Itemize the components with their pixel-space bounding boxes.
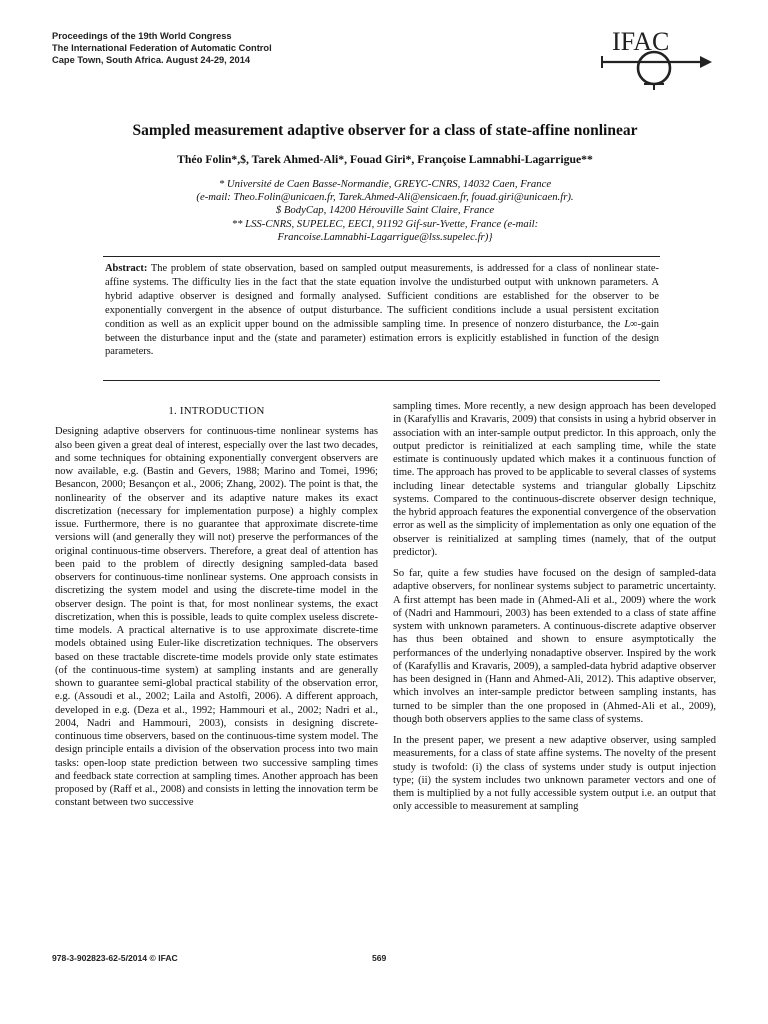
abstract-top-rule xyxy=(103,256,660,257)
ifac-logo xyxy=(596,26,714,96)
section-title-introduction: 1. INTRODUCTION xyxy=(168,405,265,417)
abstract xyxy=(105,262,659,359)
footer-isbn: 978-3-902823-62-5/2014 © IFAC xyxy=(52,953,178,963)
affiliation-line: Francoise.Lamnabhi-Lagarrigue@lss.supelec.fr)} xyxy=(277,230,493,243)
abstract-text-end: -gain between the disturbance input and the (state and parameter) estimation errors is explicitly established in function of the design parameters. xyxy=(105,318,660,358)
header-line-1: Proceedings of the 19th World Congress xyxy=(52,31,232,41)
ifac-logo-graphic xyxy=(596,26,714,96)
body-paragraph: Designing adaptive observers for continuous-time nonlinear systems has also been given a great deal of interest, especially over the last two decades, and some techniques for obtaining exponentially convergent observers are now available, e.g. (Bastin and Gevers, 1988; Marino and Tomei, 1996; Besancon, 2000; Besançon et al., 2006; Zhang, 2002). The point is that, the nonlinearity of the observer and its adaptive nature makes its exact discretization (necessary for implementation purpose) a highly complex issue. Furthermore, there is no guarantee that approximate discrete-time versions will (and generally they will not) preserve the performances of the original continuous-time observers. Therefore, a great deal of attention has been paid to the problem of directly designing sampled-data based observers for continuous-time nonlinear systems. One approach consists in discretizing the system model and using the discrete-time model in the observer design. The point is that, for most nonlinear systems, the exact discretization, when this is possible, leads to quite complex useless discrete-time models. A practical alternative is to use approximate discrete-time models obtained using Euler-like discretization techniques. The observers based on these tractable discrete-time models provide only state estimates (of the continuous-time system) at sampling instants and are generally shown to guarantee semi-global practical stability of the observation error, e.g. (Assoudi et al., 2002; Laila and Astolfi, 2006). A different approach, developed in e.g. (Deza et al., 1992; Hammouri et al., 2002; Nadri et al., 2004, Nadri and Hammouri, 2003), consists in designing discrete-continuous time observers, based on the continuous-time system model. The design principle entails a division of the observation process into two main tasks: open-loop state prediction between two successive sampling times and feedback state correction at sampling times. Another approach has been proposed by (Raff et al., 2008) and consists in letting the innovation term be constant between two successive xyxy=(55,426,378,809)
paper-authors: Théo Folin*,$, Tarek Ahmed-Ali*, Fouad Giri*, Françoise Lamnabhi-Lagarrigue** xyxy=(177,153,593,166)
ifac-logo-text: IFAC xyxy=(612,27,670,56)
affiliation-line: * Université de Caen Basse-Normandie, GREYC-CNRS, 14032 Caen, France xyxy=(218,178,552,190)
abstract-text: The problem of state observation, based on sampled output measurements, is addressed for a class of nonlinear state-affine systems. The difficulty lies in the fact that the state equation involve the undisturbed output with unknown parameters. A hybrid adaptive observer is designed and formally analysed. Sufficient conditions are established for the observer to be exponentially convergent in the absence of output disturbance. The sufficient conditions include a usual persistent excitation condition as well as an explicit upper bound on the admissible sampling time. In presence of nonzero disturbance, the xyxy=(105,263,659,330)
right-column xyxy=(393,400,716,822)
body-paragraph: sampling times. More recently, a new design approach has been developed in (Karafyllis and Kravaris, 2009) that consists in using a hybrid observer in association with an inter-sample output predictor. In this approach, only the output predictor is reinitialized at each sampling time, while the state estimate is continuously updated which makes it a continuous function of time. The approach has proved to be applicable to several classes of systems including linear detectable systems and triangular globally Lipschitz systems. Compared to the continuous-discrete observer design technique, the hybrid approach features the exponential convergence of the observation error as well as the simplicity of implementation as only one equation of the observer is reinitialized at sampling times (namely, that of the output predictor). xyxy=(393,401,716,558)
affiliation-line: ** LSS-CNRS, SUPELEC, EECI, 91192 Gif-sur-Yvette, France (e-mail: xyxy=(231,217,539,230)
logo-ring xyxy=(638,52,670,84)
proceedings-header xyxy=(52,30,272,66)
abstract-bottom-rule xyxy=(103,380,660,381)
paper-title: Sampled measurement adaptive observer for a class of state-affine nonlinear xyxy=(132,122,638,139)
abstract-label: Abstract: xyxy=(105,263,148,274)
header-line-2: The International Federation of Automatic Control xyxy=(52,43,272,53)
left-column xyxy=(55,400,378,818)
affiliations xyxy=(60,178,710,244)
affiliation-line: $ BodyCap, 14200 Hérouville Saint Claire, France xyxy=(275,204,495,217)
header-line-3: Cape Town, South Africa. August 24-29, 2014 xyxy=(52,55,251,65)
affiliation-line: (e-mail: Theo.Folin@unicaen.fr, Tarek.Ahmed-Ali@ensicaen.fr, fouad.giri@unicaen.fr). xyxy=(196,191,574,204)
body-paragraph: So far, quite a few studies have focused on the design of sampled-data adaptive observers, for nonlinear systems subject to parametric uncertainty. A first attempt has been made in (Ahmed-Ali et al., 2009) where the work of (Nadri and Hammouri, 2003) has been extended to a class of state affine system with unknown parameters. A continuous-discrete adaptive observer has thus been obtained and shown to ensure asymptotically the performances of the underlying nonadaptive observer. Inspired by the work of (Karafyllis and Kravaris, 2009), a sampled-data hybrid adaptive observer has been designed in (Hann and Ahmed-Ali, 2012). This adaptive observer, which involves an inter-sample predictor between sampling instants, has turned to be simpler than the one proposed in (Ahmed-Ali et al., 2009), though both observers applies to the same class of systems. xyxy=(393,568,716,725)
logo-arrow-head xyxy=(700,56,712,68)
page-number: 569 xyxy=(372,953,387,963)
body-paragraph: In the present paper, we present a new adaptive observer, using sampled measurements, for a class of state affine systems. The novelty of the present study is twofold: (i) the class of systems under study is output injection type; (ii) the system includes two unknown parameter vectors and one of them is multiplied by a not fully accessible system output i.e. an output that only accessible to measurement at sampling xyxy=(393,735,716,813)
l-infinity-symbol: L∞ xyxy=(624,318,638,330)
